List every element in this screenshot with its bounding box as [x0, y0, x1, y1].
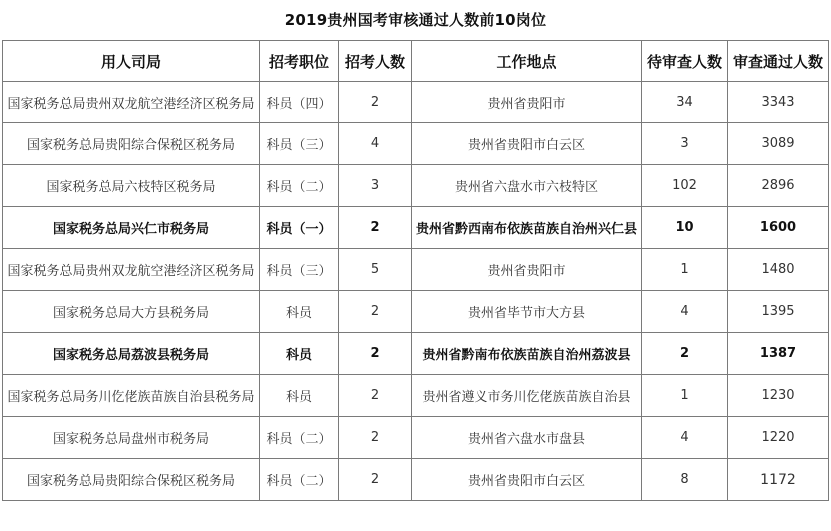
- cell-quota: 4: [339, 123, 412, 165]
- table-row: [3, 375, 829, 417]
- table-row: [3, 291, 829, 333]
- table-row: [3, 165, 829, 207]
- cell-approved: 1480: [728, 249, 829, 291]
- cell-department: 国家税务总局兴仁市税务局: [3, 207, 260, 249]
- cell-approved: 1172: [728, 459, 829, 501]
- cell-quota: 2: [339, 417, 412, 459]
- cell-pending-review: 4: [642, 417, 728, 459]
- cell-location: 贵州省六盘水市盘县: [412, 417, 642, 459]
- cell-quota: 2: [339, 291, 412, 333]
- cell-department: 国家税务总局大方县税务局: [3, 291, 260, 333]
- cell-department: 国家税务总局贵州双龙航空港经济区税务局: [3, 82, 260, 123]
- cell-approved: 1600: [728, 207, 829, 249]
- table-row: [3, 417, 829, 459]
- cell-pending-review: 102: [642, 165, 728, 207]
- cell-department: 国家税务总局盘州市税务局: [3, 417, 260, 459]
- cell-location: 贵州省六盘水市六枝特区: [412, 165, 642, 207]
- cell-quota: 2: [339, 82, 412, 123]
- cell-approved: 1230: [728, 375, 829, 417]
- table-row: [3, 207, 829, 249]
- cell-location: 贵州省贵阳市白云区: [412, 123, 642, 165]
- cell-location: 贵州省遵义市务川仡佬族苗族自治县: [412, 375, 642, 417]
- cell-quota: 2: [339, 333, 412, 375]
- header-quota: 招考人数: [339, 41, 412, 82]
- cell-pending-review: 8: [642, 459, 728, 501]
- header-pending-review: 待审查人数: [642, 41, 728, 82]
- cell-pending-review: 2: [642, 333, 728, 375]
- cell-department: 国家税务总局贵州双龙航空港经济区税务局: [3, 249, 260, 291]
- cell-position: 科员: [260, 291, 339, 333]
- positions-table: [2, 40, 829, 501]
- cell-quota: 3: [339, 165, 412, 207]
- cell-location: 贵州省贵阳市白云区: [412, 459, 642, 501]
- cell-approved: 1220: [728, 417, 829, 459]
- cell-position: 科员: [260, 375, 339, 417]
- table-row: [3, 123, 829, 165]
- cell-location: 贵州省贵阳市: [412, 249, 642, 291]
- cell-position: 科员（四）: [260, 82, 339, 123]
- cell-quota: 2: [339, 207, 412, 249]
- header-department: 用人司局: [3, 41, 260, 82]
- table-row: [3, 459, 829, 501]
- cell-position: 科员（二）: [260, 459, 339, 501]
- cell-department: 国家税务总局贵阳综合保税区税务局: [3, 459, 260, 501]
- cell-approved: 1387: [728, 333, 829, 375]
- cell-pending-review: 34: [642, 82, 728, 123]
- cell-pending-review: 1: [642, 249, 728, 291]
- cell-position: 科员（二）: [260, 165, 339, 207]
- cell-approved: 1395: [728, 291, 829, 333]
- cell-department: 国家税务总局荔波县税务局: [3, 333, 260, 375]
- cell-pending-review: 3: [642, 123, 728, 165]
- cell-position: 科员（二）: [260, 417, 339, 459]
- cell-pending-review: 1: [642, 375, 728, 417]
- cell-position: 科员（一）: [260, 207, 339, 249]
- cell-department: 国家税务总局六枝特区税务局: [3, 165, 260, 207]
- cell-position: 科员: [260, 333, 339, 375]
- cell-department: 国家税务总局贵阳综合保税区税务局: [3, 123, 260, 165]
- cell-position: 科员（三）: [260, 249, 339, 291]
- cell-position: 科员（三）: [260, 123, 339, 165]
- cell-approved: 3343: [728, 82, 829, 123]
- cell-location: 贵州省黔南布依族苗族自治州荔波县: [412, 333, 642, 375]
- cell-quota: 5: [339, 249, 412, 291]
- cell-approved: 3089: [728, 123, 829, 165]
- table-row: [3, 333, 829, 375]
- cell-quota: 2: [339, 375, 412, 417]
- cell-quota: 2: [339, 459, 412, 501]
- header-position: 招考职位: [260, 41, 339, 82]
- cell-department: 国家税务总局务川仡佬族苗族自治县税务局: [3, 375, 260, 417]
- table-row: [3, 249, 829, 291]
- cell-pending-review: 4: [642, 291, 728, 333]
- table-header-row: [3, 41, 829, 82]
- cell-location: 贵州省毕节市大方县: [412, 291, 642, 333]
- table-row: [3, 82, 829, 123]
- page-title: 2019贵州国考审核通过人数前10岗位: [284, 11, 547, 29]
- cell-pending-review: 10: [642, 207, 728, 249]
- cell-approved: 2896: [728, 165, 829, 207]
- cell-location: 贵州省贵阳市: [412, 82, 642, 123]
- header-approved: 审查通过人数: [728, 41, 829, 82]
- header-location: 工作地点: [412, 41, 642, 82]
- cell-location: 贵州省黔西南布依族苗族自治州兴仁县: [412, 207, 642, 249]
